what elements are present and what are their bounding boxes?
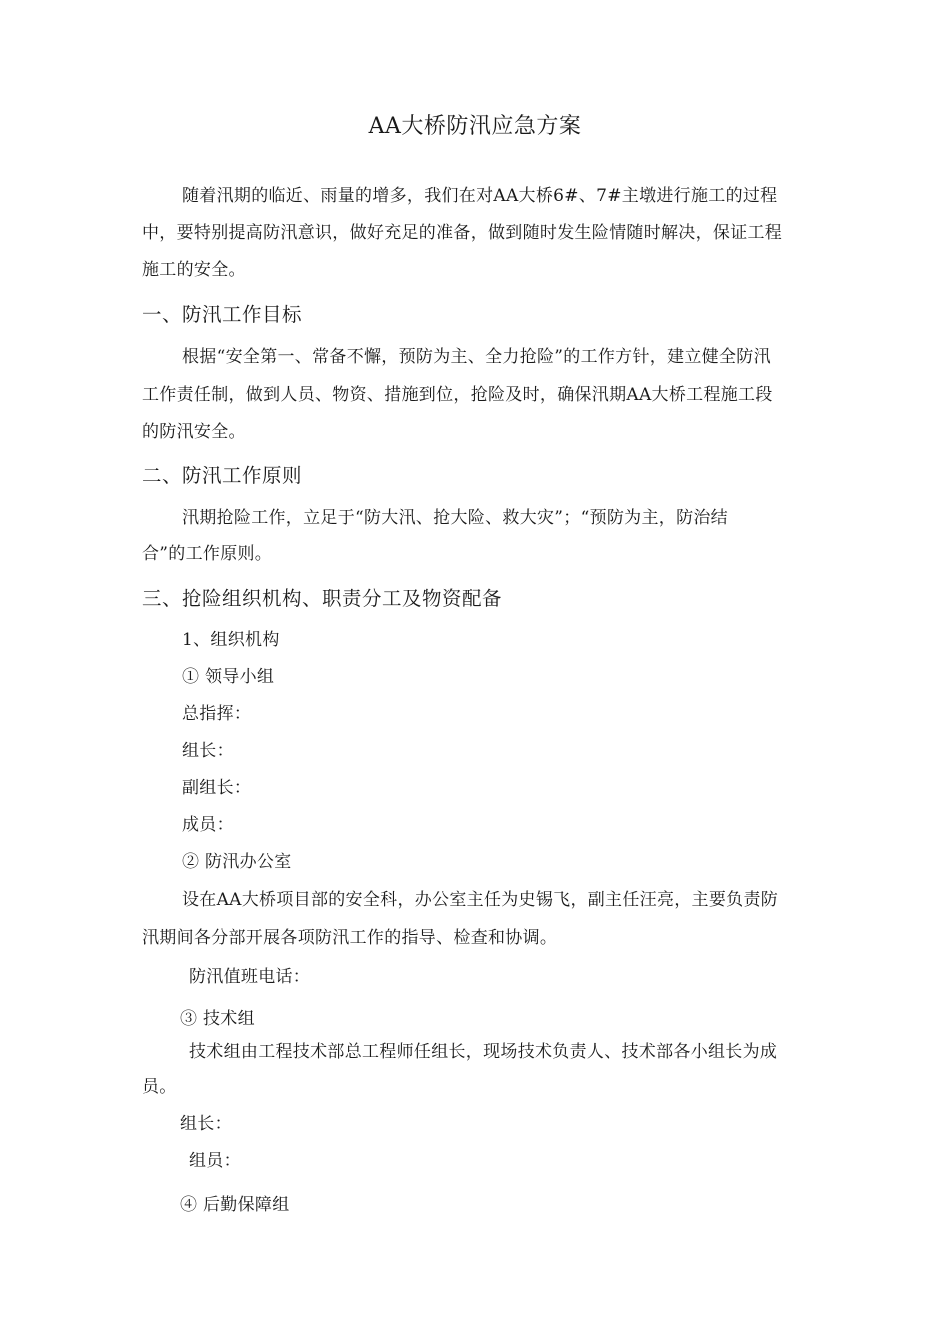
duty-phone-label: 防汛值班电话： [189,967,311,987]
goals-line-3: 的防汛安全。 [142,422,246,442]
intro-line-2: 中，要特别提高防汛意识，做好充足的准备，做到随时发生险情随时解决，保证工程 [142,223,783,243]
logistics-group-heading: ④ 后勤保障组 [180,1195,290,1215]
intro-line-3: 施工的安全。 [142,260,246,280]
goals-line-2: 工作责任制，做到人员、物资、措施到位，抢险及时，确保汛期AA大桥工程施工段 [142,385,773,405]
office-line-1: 设在AA大桥项目部的安全科，办公室主任为史锡飞，副主任汪亮，主要负责防 [182,890,779,910]
section-heading-organization: 三、抢险组织机构、职责分工及物资配备 [142,587,503,610]
tech-leader-label: 组长： [180,1114,232,1134]
deputy-leader-label: 副组长： [182,778,252,798]
section-heading-principles: 二、防汛工作原则 [142,464,303,487]
goals-line-1: 根据“安全第一、常备不懈，预防为主、全力抢险”的工作方针，建立健全防汛 [182,347,771,367]
intro-line-1: 随着汛期的临近、雨量的增多，我们在对AA大桥6#、7#主墩进行施工的过程 [182,186,778,206]
principles-line-2: 合”的工作原则。 [142,544,273,564]
group-leader-label: 组长： [182,741,234,761]
members-label: 成员： [182,815,234,835]
document-title: AA大桥防汛应急方案 [368,114,582,139]
subheading-organization: 1、组织机构 [182,630,280,650]
tech-group-heading: ③ 技术组 [180,1009,255,1029]
office-line-2: 汛期间各分部开展各项防汛工作的指导、检查和协调。 [142,928,558,948]
principles-line-1: 汛期抢险工作，立足于“防大汛、抢大险、救大灾”；“预防为主，防治结 [182,508,728,528]
flood-office-heading: ② 防汛办公室 [182,852,292,872]
tech-members-label: 组员： [189,1151,241,1171]
section-heading-goals: 一、防汛工作目标 [142,303,303,326]
tech-line-2: 员。 [142,1077,177,1097]
leader-group-heading: ① 领导小组 [182,667,275,687]
tech-line-1: 技术组由工程技术部总工程师任组长，现场技术负责人、技术部各小组长为成 [189,1042,778,1062]
commander-label: 总指挥： [182,704,252,724]
